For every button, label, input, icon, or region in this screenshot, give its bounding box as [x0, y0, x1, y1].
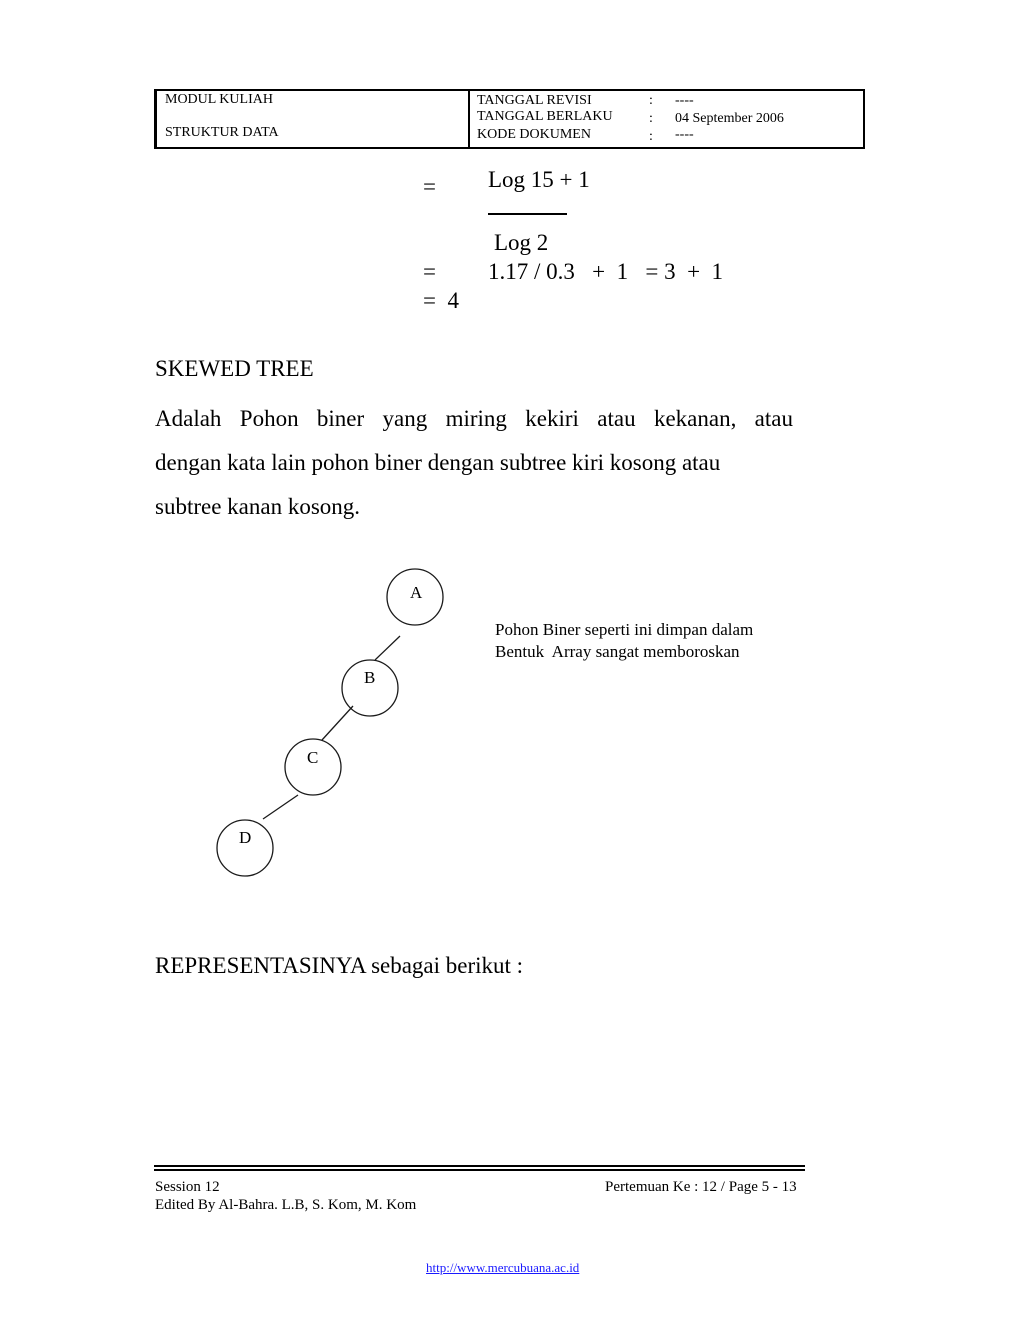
formula-equals-2: = — [423, 259, 436, 284]
revision-date-label: TANGGAL REVISI — [477, 93, 592, 108]
formula-equals-1: = — [423, 174, 436, 199]
paragraph-line-2: dengan kata lain pohon biner dengan subtree kiri kosong atau — [155, 450, 721, 475]
footer-page-info: Pertemuan Ke : 12 / Page 5 - 13 — [605, 1179, 797, 1195]
formula-result: = 4 — [423, 288, 459, 313]
node-d-label: D — [239, 828, 252, 847]
header-divider — [468, 91, 470, 147]
node-c-label: C — [307, 748, 319, 767]
revision-date-value: ---- — [675, 93, 694, 108]
node-b-label: B — [364, 668, 376, 687]
footer-session: Session 12 — [155, 1179, 220, 1195]
document-code-label: KODE DOKUMEN — [477, 127, 591, 142]
representation-rest: sebagai berikut : — [365, 953, 524, 978]
formula-numerator: Log 15 + 1 — [488, 167, 590, 192]
document-code-value: ---- — [675, 127, 694, 142]
diagram-note-line-2: Bentuk Array sangat memboroskan — [495, 642, 740, 661]
edge-b-c — [322, 706, 353, 740]
footer-website-link[interactable]: http://www.mercubuana.ac.id — [426, 1260, 580, 1275]
representation-heading — [155, 953, 523, 979]
paragraph-line-1: Adalah Pohon biner yang miring kekiri atau kekanan, atau — [155, 406, 793, 431]
representation-lead: REPRESENTASINYA — [155, 953, 366, 978]
skewed-tree-diagram — [200, 560, 480, 890]
effective-date-label: TANGGAL BERLAKU — [477, 109, 613, 124]
formula-denominator: Log 2 — [494, 230, 549, 255]
formula-expression: 1.17 / 0.3 + 1 = 3 + 1 — [488, 259, 724, 284]
diagram-note-line-1: Pohon Biner seperti ini dimpan dalam — [495, 620, 754, 639]
revision-date-sep: : — [649, 93, 653, 108]
edge-c-d — [263, 795, 298, 819]
footer-rule-top — [154, 1165, 805, 1167]
document-code-sep: : — [649, 129, 653, 144]
effective-date-sep: : — [649, 111, 653, 126]
formula-fraction-bar — [488, 213, 567, 215]
section-paragraph — [155, 397, 793, 529]
edge-a-b — [375, 636, 400, 660]
footer-rule-bottom — [154, 1169, 805, 1171]
footer-author: Edited By Al-Bahra. L.B, S. Kom, M. Kom — [155, 1197, 417, 1213]
node-a-label: A — [410, 583, 423, 602]
paragraph-line-3: subtree kanan kosong. — [155, 494, 361, 519]
effective-date-value: 04 September 2006 — [675, 111, 784, 126]
document-header-table — [154, 89, 865, 149]
section-title: SKEWED TREE — [155, 356, 314, 381]
module-label: MODUL KULIAH — [165, 92, 273, 107]
subject-label: STRUKTUR DATA — [165, 125, 279, 140]
